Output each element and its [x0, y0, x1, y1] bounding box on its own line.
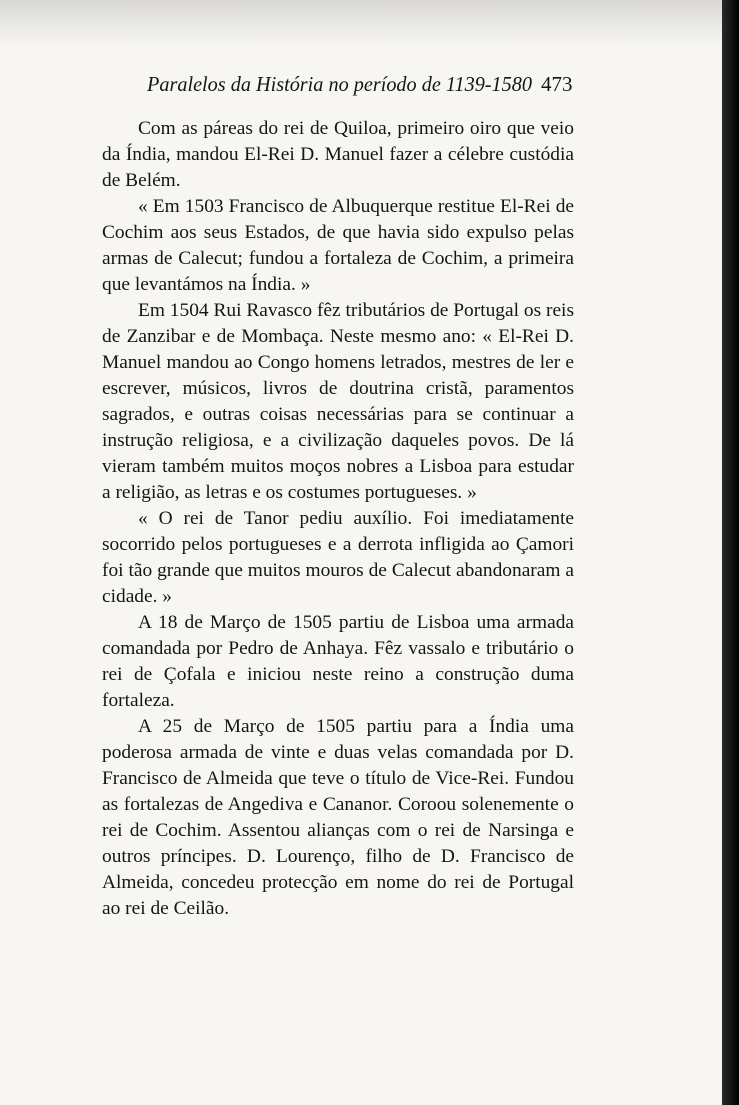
paragraph-1504-congo: Em 1504 Rui Ravasco fêz tributários de Portugal os reis de Zanzibar e de Mombaça. Neste mesmo ano: « El-Rei D. Manuel mandou ao Congo homens letrados, mestres de ler e escrever, músicos, livros de doutrina cristã, paramentos sagrados, e outras coisas necessárias para se continuar a instrução religiosa, e a civilização daqueles povos. De lá vieram também muitos moços nobres a Lisboa para estudar a religião, as letras e os costumes portugueses. » [102, 300, 574, 503]
paragraph-tanor: « O rei de Tanor pediu auxílio. Foi imediatamente socorrido pelos portugueses e a derrota infligida ao Çamori foi tão grande que muitos mouros de Calecut abandonaram a cidade. » [102, 508, 574, 607]
page-number: 473 [541, 72, 573, 96]
paragraph-almeida-1505: A 25 de Março de 1505 partiu para a Índia uma poderosa armada de vinte e duas velas comandada por D. Francisco de Almeida que teve o título de Vice-Rei. Fundou as fortalezas de Angediva e Cananor. Coroou solenemente o rei de Cochim. Assentou alianças com o rei de Narsinga e outros príncipes. D. Lourenço, filho de D. Francisco de Almeida, concedeu protecção em nome do rei de Portugal ao rei de Ceilão. [102, 716, 574, 919]
paragraph-anhaya-1505: A 18 de Março de 1505 partiu de Lisboa uma armada comandada por Pedro de Anhaya. Fêz vassalo e tributário o rei de Çofala e iniciou neste reino a construção duma fortaleza. [102, 612, 574, 711]
running-title: Paralelos da História no período de 1139-1580 [147, 72, 532, 96]
body-text [102, 116, 574, 922]
running-header [147, 70, 577, 98]
paragraph-quiloa: Com as páreas do rei de Quiloa, primeiro oiro que veio da Índia, mandou El-Rei D. Manuel fazer a célebre custódia de Belém. [102, 118, 574, 191]
paragraph-cochim-1503: « Em 1503 Francisco de Albuquerque restitue El-Rei de Cochim aos seus Estados, de que havia sido expulso pelas armas de Calecut; fundou a fortaleza de Cochim, a primeira que levantámos na Índia. » [102, 196, 574, 295]
page-edge-shadow [722, 0, 739, 1105]
